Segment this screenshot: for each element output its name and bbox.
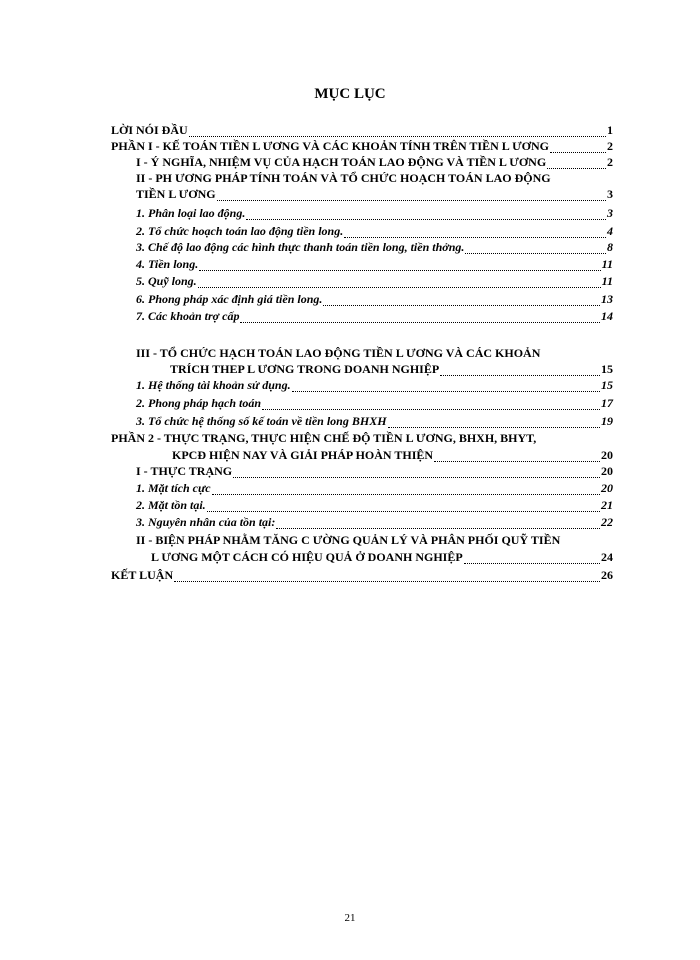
toc-entry-title: PHẦN I - KẾ TOÁN TIỀN L ƯƠNG VÀ CÁC KHOẢN TÍNH TRÊN TIỀN L ƯƠNG xyxy=(111,139,549,153)
toc-entry xyxy=(111,568,613,582)
toc-entry xyxy=(136,414,613,428)
toc-entry-page: 24 xyxy=(601,550,613,564)
toc-entry-page: 26 xyxy=(601,568,613,582)
toc-entry xyxy=(136,481,613,495)
toc-entry xyxy=(111,139,613,153)
toc-entry xyxy=(136,464,613,478)
toc-entry-page: 2 xyxy=(607,139,613,153)
toc-entry xyxy=(136,155,613,169)
toc-entry-line1: III - TỔ CHỨC HẠCH TOÁN LAO ĐỘNG TIỀN L ƯƠNG VÀ CÁC KHOẢN xyxy=(136,346,541,360)
toc-entry xyxy=(136,515,613,529)
page-title: MỤC LỤC xyxy=(314,86,386,102)
dot-leader xyxy=(292,381,600,392)
toc-entry-title: 1. Phân loại lao động. xyxy=(136,206,246,220)
toc-entry-line1: II - BIỆN PHÁP NHẰM TĂNG C ƯỜNG QUẢN LÝ VÀ PHÂN PHỐI QUỸ TIỀN xyxy=(136,533,561,547)
toc-entry-title: L ƯƠNG MỘT CÁCH CÓ HIỆU QUẢ Ở DOANH NGHIỆP xyxy=(151,550,463,564)
dot-leader xyxy=(174,571,600,582)
dot-leader xyxy=(233,467,600,478)
toc-entry-title: 2. Mặt tồn tại. xyxy=(136,498,206,512)
dot-leader xyxy=(207,501,600,512)
toc-entry-title: 3. Chế độ lao động các hình thực thanh toán tiền long, tiền thởng. xyxy=(136,240,465,254)
toc-entry-title: I - Ý NGHĨA, NHIỆM VỤ CỦA HẠCH TOÁN LAO ĐỘNG VÀ TIỀN L ƯƠNG xyxy=(136,155,547,169)
toc-entry-page: 20 xyxy=(601,464,613,478)
toc-entry xyxy=(136,309,613,323)
dot-leader xyxy=(212,484,600,495)
toc-entry-title: I - THỰC TRẠNG xyxy=(136,464,233,478)
toc-entry-page: 15 xyxy=(601,378,613,392)
toc-entry xyxy=(136,498,613,512)
toc-entry-title: 3. Tổ chức hệ thống số kế toán về tiền long BHXH xyxy=(136,414,387,428)
toc-entry-title: TRÍCH THEP L ƯƠNG TRONG DOANH NGHIỆP xyxy=(170,362,440,376)
dot-leader xyxy=(276,518,600,529)
toc-entry-page: 4 xyxy=(607,224,613,238)
toc-entry xyxy=(136,292,613,306)
dot-leader xyxy=(240,312,600,323)
dot-leader xyxy=(262,399,600,410)
toc-entry xyxy=(136,240,613,254)
toc-entry-title: TIỀN L ƯƠNG xyxy=(136,187,216,201)
toc-entry-page: 13 xyxy=(601,292,613,306)
toc-entry xyxy=(136,187,613,201)
toc-entry-page: 17 xyxy=(601,396,613,410)
dot-leader xyxy=(547,158,606,169)
toc-entry-page: 2 xyxy=(607,155,613,169)
toc-entry-title: 5. Quỹ long. xyxy=(136,274,197,288)
toc-entry xyxy=(111,123,613,137)
dot-leader xyxy=(217,190,606,201)
toc-entry-title: 2. Tổ chức hoạch toán lao động tiền long. xyxy=(136,224,344,238)
toc-entry-title: 2. Phong pháp hạch toán xyxy=(136,396,262,410)
toc-entry-title: KPCĐ HIỆN NAY VÀ GIẢI PHÁP HOÀN THIỆN xyxy=(172,448,434,462)
toc-entry xyxy=(136,206,613,220)
dot-leader xyxy=(464,553,600,564)
toc-entry-title: 3. Nguyên nhân của tồn tại: xyxy=(136,515,276,529)
toc-entry-title: KẾT LUẬN xyxy=(111,568,174,582)
dot-leader xyxy=(198,277,601,288)
toc-entry-page: 15 xyxy=(601,362,613,376)
toc-entry-page: 1 xyxy=(607,123,613,137)
toc-entry-title: 1. Hệ thống tài khoản sử dụng. xyxy=(136,378,291,392)
toc-entry-page: 19 xyxy=(601,414,613,428)
toc-entry-page: 14 xyxy=(601,309,613,323)
toc-entry xyxy=(151,550,613,564)
dot-leader xyxy=(440,365,600,376)
toc-entry-page: 8 xyxy=(607,240,613,254)
dot-leader xyxy=(199,260,600,271)
toc-entry-page: 20 xyxy=(601,481,613,495)
toc-entry-page: 3 xyxy=(607,206,613,220)
toc-entry-title: 4. Tiền long. xyxy=(136,257,199,271)
toc-entry xyxy=(136,274,613,288)
dot-leader xyxy=(323,295,600,306)
toc-entry-title: 1. Mặt tích cực xyxy=(136,481,211,495)
toc-entry xyxy=(136,396,613,410)
toc-entry xyxy=(136,378,613,392)
toc-entry-page: 22 xyxy=(601,515,613,529)
toc-entry xyxy=(136,224,613,238)
toc-entry-page: 21 xyxy=(601,498,613,512)
toc-entry-line1: PHẦN 2 - THỰC TRẠNG, THỰC HIỆN CHẾ ĐỘ TIỀN L ƯƠNG, BHXH, BHYT, xyxy=(111,431,537,445)
toc-entry-title: 7. Các khoản trợ cấp xyxy=(136,309,240,323)
dot-leader xyxy=(465,243,606,254)
toc-entry-page: 11 xyxy=(601,274,613,288)
toc-entry xyxy=(136,257,613,271)
toc-entry xyxy=(172,448,613,462)
toc-entry-page: 11 xyxy=(601,257,613,271)
toc-entry-line1: II - PH ƯƠNG PHÁP TÍNH TOÁN VÀ TỔ CHỨC HOẠCH TOÁN LAO ĐỘNG xyxy=(136,171,551,185)
toc-entry-page: 20 xyxy=(601,448,613,462)
toc-entry-page: 3 xyxy=(607,187,613,201)
dot-leader xyxy=(550,142,606,153)
toc-entry xyxy=(170,362,613,376)
toc-entry-title: LỜI NÓI ĐẦU xyxy=(111,123,188,137)
dot-leader xyxy=(344,227,606,238)
toc-entry-title: 6. Phong pháp xác định giá tiền long. xyxy=(136,292,323,306)
dot-leader xyxy=(434,451,600,462)
dot-leader xyxy=(246,209,606,220)
page-number: 21 xyxy=(344,912,356,924)
dot-leader xyxy=(189,126,606,137)
dot-leader xyxy=(388,417,600,428)
